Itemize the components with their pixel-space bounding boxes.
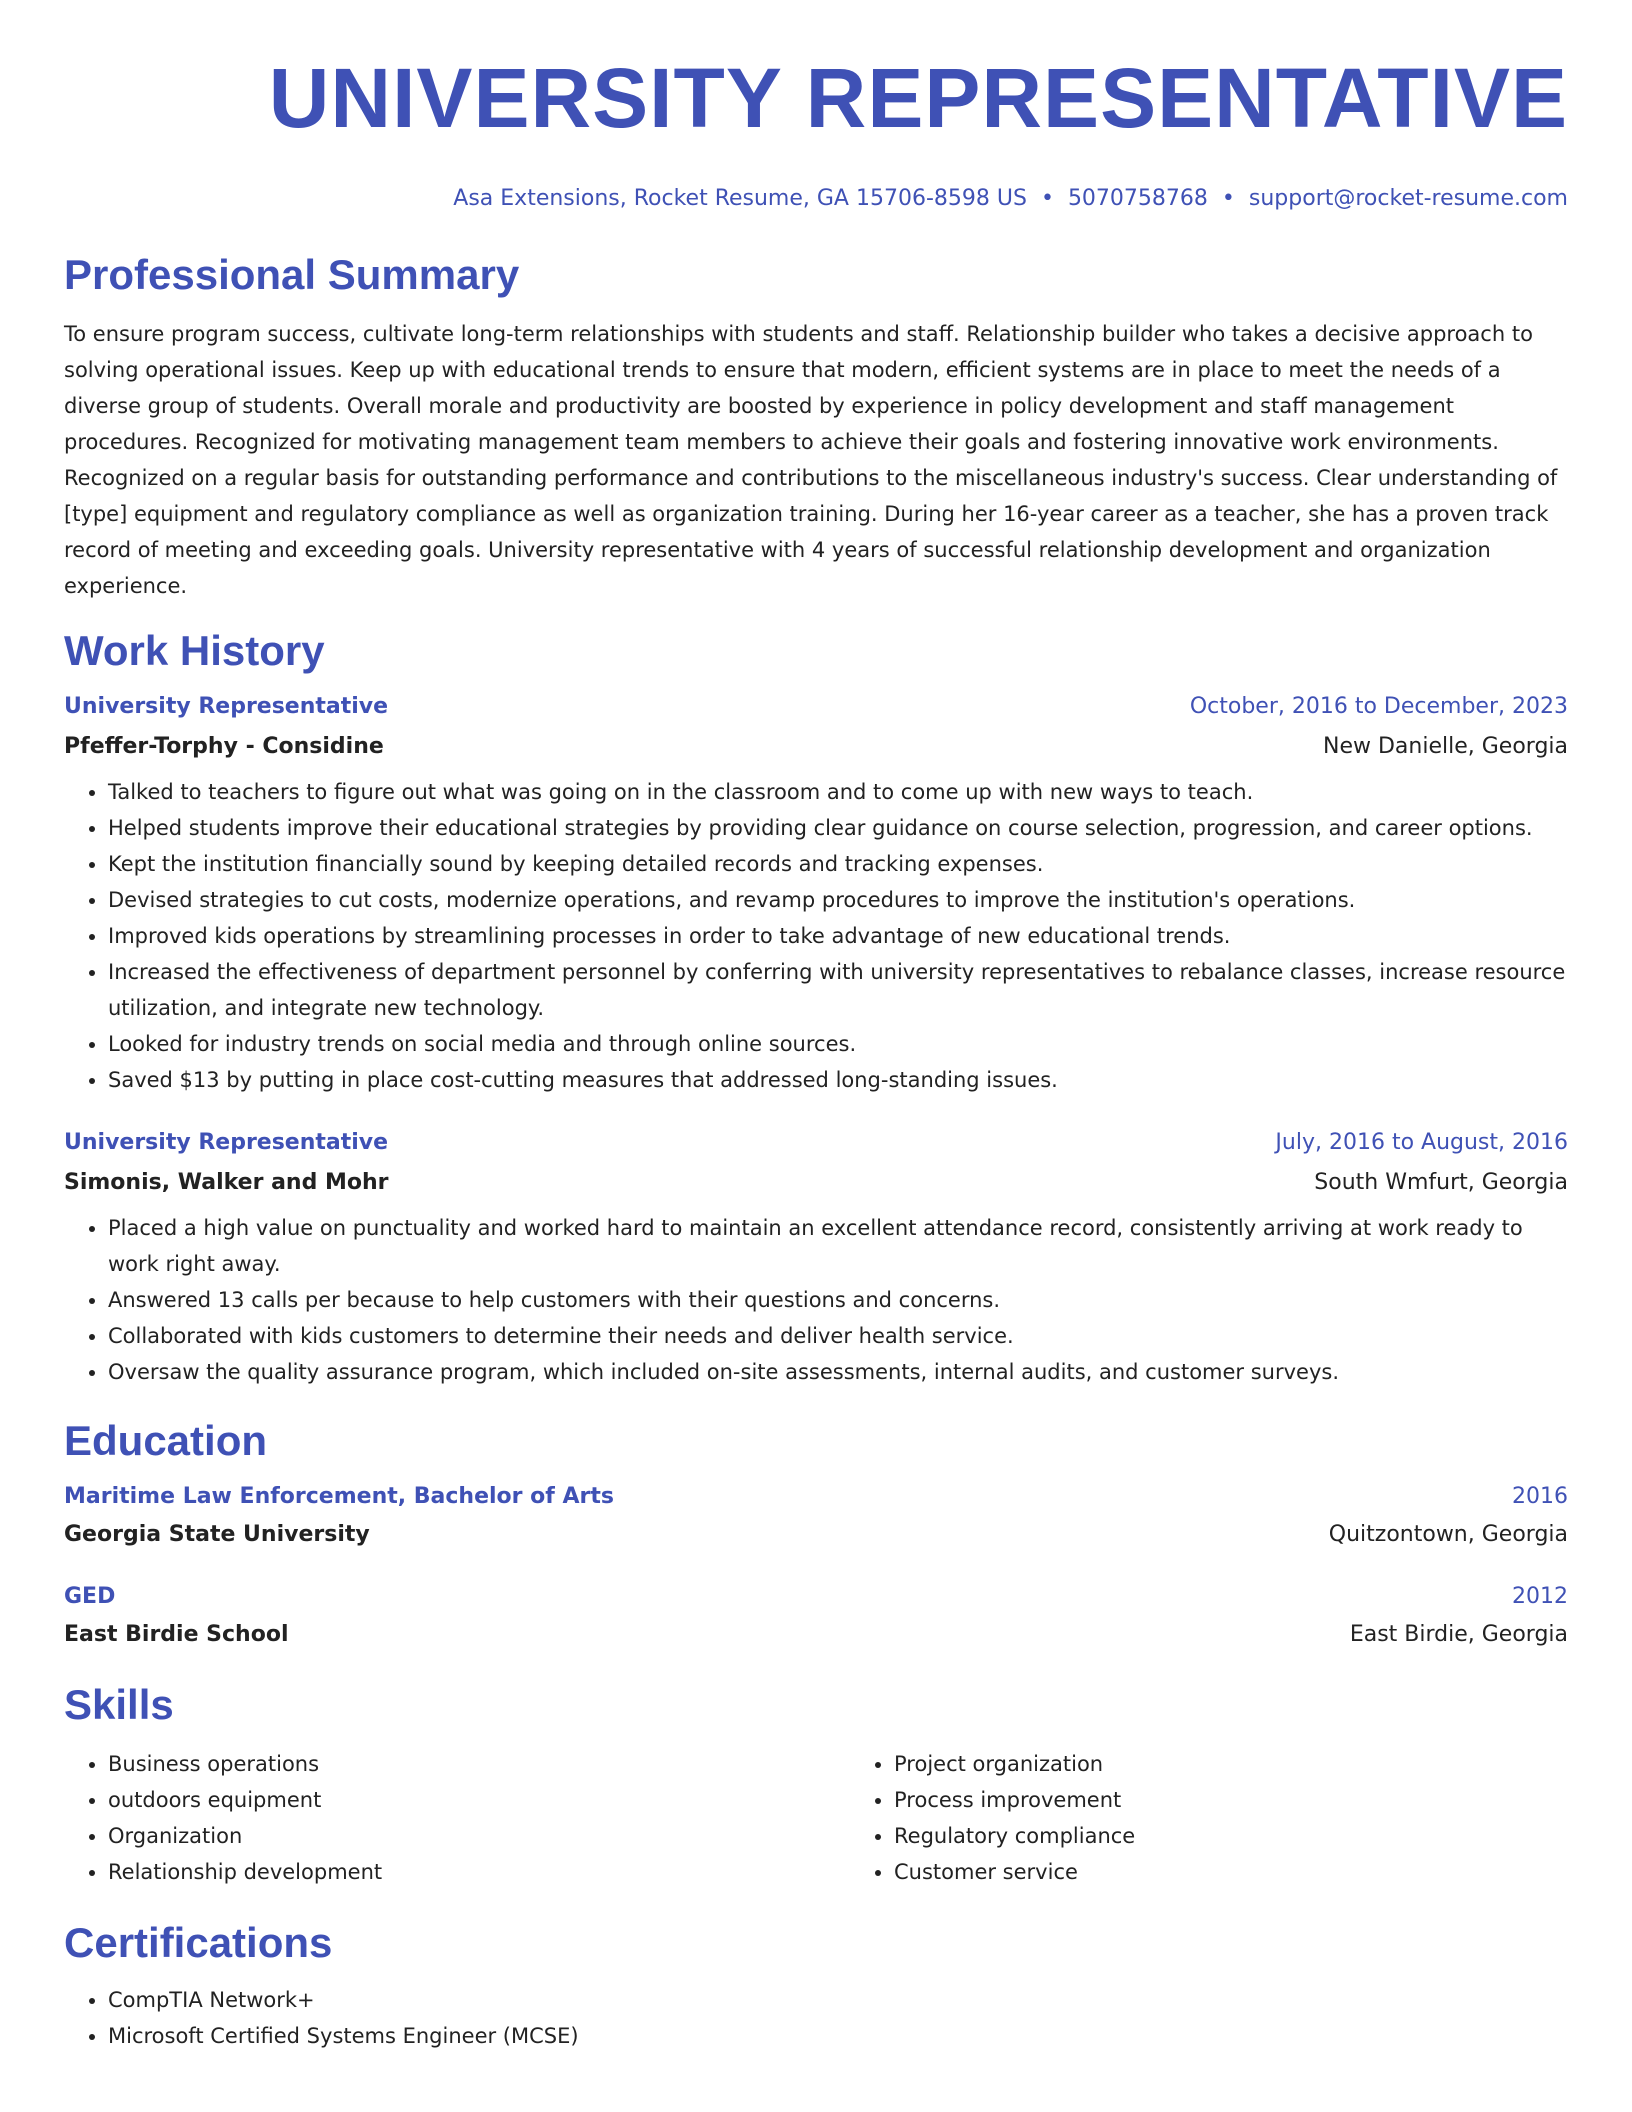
contact-phone: 5070758768: [1067, 186, 1208, 211]
education-location: East Birdie, Georgia: [1349, 1622, 1568, 1647]
education-school: East Birdie School: [64, 1622, 289, 1647]
education-school: Georgia State University: [64, 1522, 370, 1547]
education-section: [64, 1416, 1568, 1650]
list-item: • Looked for industry trends on social media and through online sources.: [108, 1026, 1568, 1062]
section-title-education: Education: [64, 1417, 268, 1464]
job-bullets: [64, 1210, 1568, 1390]
job-location: New Danielle, Georgia: [1323, 734, 1568, 759]
list-item: • Placed a high value on punctuality and worked hard to maintain an excellent attendance record, consistently arriving at work ready to work right away.: [108, 1210, 1568, 1282]
education-degree: GED: [64, 1584, 116, 1609]
skills-grid: [64, 1746, 1568, 1890]
list-item: • Helped students improve their educational strategies by providing clear guidance on course selection, progression, and career options.: [108, 810, 1568, 846]
section-title-work: Work History: [64, 627, 325, 674]
job-location: South Wmfurt, Georgia: [1314, 1170, 1568, 1195]
job-dates: July, 2016 to August, 2016: [1275, 1130, 1568, 1155]
education-degree: Maritime Law Enforcement, Bachelor of Arts: [64, 1484, 614, 1509]
list-item: • CompTIA Network+: [108, 1982, 1568, 2018]
job-entry: [64, 1128, 1568, 1390]
list-item: • Regulatory compliance: [894, 1818, 1632, 1854]
job-company: Pfeffer-Torphy - Considine: [64, 734, 384, 759]
list-item: • Project organization: [894, 1746, 1632, 1782]
summary-text: To ensure program success, cultivate long-term relationships with students and staff. Relationship builder who takes a decisive approach to solving operational issues. Keep up with educational trends to ensure that modern, efficient systems are in place to meet the needs of a diverse group of students. Overall morale and productivity are boosted by experience in policy development and staff management procedures. Recognized for motivating management team members to achieve their goals and fostering innovative work environments. Recognized on a regular basis for outstanding performance and contributions to the miscellaneous industry's success. Clear understanding of [type] equipment and regulatory compliance as well as organization training. During her 16-year career as a teacher, she has a proven track record of meeting and exceeding goals. University representative with 4 years of successful relationship development and organization experience.: [64, 322, 1558, 598]
education-entry: [64, 1482, 1568, 1550]
job-dates: October, 2016 to December, 2023: [1189, 694, 1568, 719]
education-year: 2016: [1512, 1484, 1568, 1509]
list-item: • Organization: [108, 1818, 850, 1854]
job-subheader: [64, 1168, 1568, 1198]
education-subheader: [64, 1620, 1568, 1650]
job-company: Simonis, Walker and Mohr: [64, 1170, 389, 1195]
section-title-skills: Skills: [64, 1681, 174, 1728]
contact-address: Asa Extensions, Rocket Resume, GA 15706-8598 US: [453, 186, 1027, 211]
list-item: • Business operations: [108, 1746, 850, 1782]
summary-section: [64, 250, 1568, 604]
resume-title: UNIVERSITY REPRESENTATIVE: [268, 51, 1568, 145]
contact-separator: •: [1040, 186, 1054, 211]
education-entry: [64, 1582, 1568, 1650]
list-item: • Oversaw the quality assurance program, which included on-site assessments, internal audits, and customer surveys.: [108, 1354, 1568, 1390]
certifications-list: [64, 1982, 1568, 2054]
education-header: [64, 1582, 1568, 1612]
job-bullets: [64, 774, 1568, 1098]
list-item: • Improved kids operations by streamlining processes in order to take advantage of new educational trends.: [108, 918, 1568, 954]
skills-section: [64, 1680, 1568, 1890]
job-position: University Representative: [64, 1130, 389, 1155]
list-item: • Increased the effectiveness of department personnel by conferring with university representatives to rebalance classes, increase resource utilization, and integrate new technology.: [108, 954, 1568, 1026]
contact-separator: •: [1221, 186, 1235, 211]
list-item: • Process improvement: [894, 1782, 1632, 1818]
job-position: University Representative: [64, 694, 389, 719]
list-item: • Customer service: [894, 1854, 1632, 1890]
section-title-certifications: Certifications: [64, 1919, 333, 1966]
list-item: • Answered 13 calls per because to help customers with their questions and concerns.: [108, 1282, 1568, 1318]
contact-line: [64, 184, 1568, 214]
education-year: 2012: [1512, 1584, 1568, 1609]
list-item: • outdoors equipment: [108, 1782, 850, 1818]
contact-email[interactable]: support@rocket-resume.com: [1248, 186, 1568, 211]
education-location: Quitzontown, Georgia: [1328, 1522, 1568, 1547]
list-item: • Saved $13 by putting in place cost-cutting measures that addressed long-standing issues.: [108, 1062, 1568, 1098]
list-item: • Devised strategies to cut costs, modernize operations, and revamp procedures to improve the institution's operations.: [108, 882, 1568, 918]
section-title-summary: Professional Summary: [64, 251, 520, 298]
job-entry: [64, 692, 1568, 1098]
certifications-section: [64, 1918, 1568, 2054]
education-header: [64, 1482, 1568, 1512]
job-header: [64, 1128, 1568, 1158]
job-subheader: [64, 732, 1568, 762]
list-item: • Microsoft Certified Systems Engineer (MCSE): [108, 2018, 1568, 2054]
skills-list-left: [64, 1746, 850, 1890]
list-item: • Relationship development: [108, 1854, 850, 1890]
list-item: • Talked to teachers to figure out what was going on in the classroom and to come up with new ways to teach.: [108, 774, 1568, 810]
skills-list-right: [850, 1746, 1632, 1890]
list-item: • Collaborated with kids customers to determine their needs and deliver health service.: [108, 1318, 1568, 1354]
list-item: • Kept the institution financially sound by keeping detailed records and tracking expenses.: [108, 846, 1568, 882]
education-subheader: [64, 1520, 1568, 1550]
job-header: [64, 692, 1568, 722]
work-section: [64, 626, 1568, 1390]
